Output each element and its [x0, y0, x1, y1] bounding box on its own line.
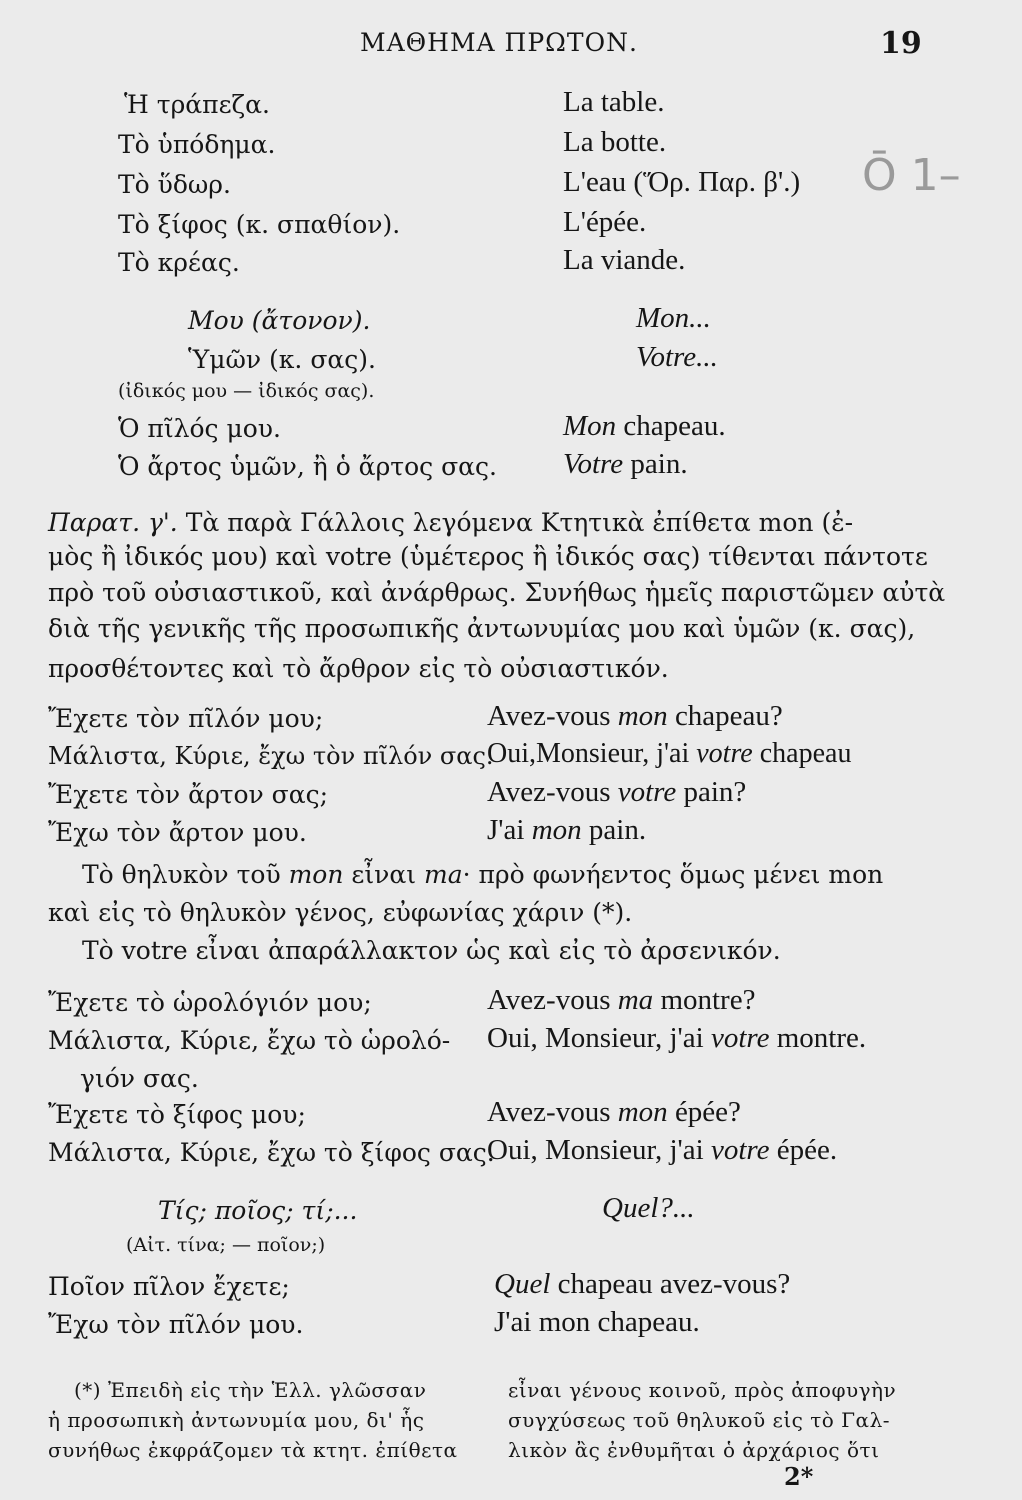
pronoun-mou: Μου (ἄτονον).: [188, 306, 371, 335]
dialog-greek: Μάλιστα, Κύριε, ἔχω τὸν πῖλόν σας.: [48, 742, 494, 770]
remark-line: διὰ τῆς γενικῆς τῆς προσωπικῆς ἀντωνυμίας μου καὶ ὑμῶν (κ. σας),: [48, 614, 916, 643]
remark-line: Παρατ. γ'. Τὰ παρὰ Γάλλοις λεγόμενα Κτητικὰ ἐπίθετα mon (ἐ-: [48, 508, 854, 537]
page-number: 19: [880, 26, 922, 61]
vocab-greek: Ἡ τράπεζα.: [124, 90, 270, 119]
footnote-line: συγχύσεως τοῦ θηλυκοῦ εἰς τὸ Γαλ-: [508, 1408, 890, 1432]
dialog-french: Oui, Monsieur, j'ai votre montre.: [487, 1022, 867, 1054]
dialog-greek: Μάλιστα, Κύριε, ἔχω τὸ ὡρολό-: [48, 1026, 451, 1055]
vocab-french: La botte.: [563, 126, 667, 158]
dialog-french: Oui, Monsieur, j'ai votre épée.: [487, 1134, 838, 1166]
dialog-greek: Ἔχετε τὸ ξίφος μου;: [48, 1100, 306, 1129]
example-greek: Ὁ ἄρτος ὑμῶν, ἢ ὁ ἄρτος σας.: [118, 452, 497, 481]
vocab-greek: Τὸ ὑπόδημα.: [118, 130, 276, 159]
interrogative-note: (Αἰτ. τίνα; — ποῖον;): [126, 1234, 326, 1256]
page-title: ΜΑΘΗΜΑ ΠΡΩΤΟΝ.: [360, 28, 638, 57]
dialog-french: J'ai mon chapeau.: [494, 1306, 700, 1338]
feminine-line: Τὸ votre εἶναι ἀπαράλλακτον ὡς καὶ εἰς τὸ ἀρσενικόν.: [82, 936, 781, 965]
vocab-greek: Τὸ κρέας.: [118, 248, 240, 277]
interrogative-greek: Τίς; ποῖος; τί;...: [158, 1196, 358, 1225]
vocab-greek: Τὸ ξίφος (κ. σπαθίον).: [118, 210, 401, 239]
dialog-greek: Μάλιστα, Κύριε, ἔχω τὸ ξίφος σας.: [48, 1138, 495, 1167]
remark-line: προσθέτοντες καὶ τὸ ἄρθρον εἰς τὸ οὐσιαστικόν.: [48, 654, 669, 683]
dialog-greek: Ἔχετε τὸν πῖλόν μου;: [48, 704, 324, 733]
pronoun-note: (ἰδικός μου — ἰδικός σας).: [118, 380, 375, 402]
footnote-line: συνήθως ἐκφράζομεν τὰ κτητ. ἐπίθετα: [48, 1438, 458, 1462]
footnote-line: (*) Ἐπειδὴ εἰς τὴν Ἑλλ. γλῶσσαν: [74, 1378, 427, 1402]
vocab-french: La table.: [563, 86, 665, 118]
dialog-greek: γιόν σας.: [80, 1064, 199, 1093]
footnote-line: εἶναι γένους κοινοῦ, πρὸς ἀποφυγὴν: [508, 1378, 897, 1402]
dialog-greek: Ἔχω τὸν ἄρτον μου.: [48, 818, 307, 847]
dialog-greek: Ἔχω τὸν πῖλόν μου.: [48, 1310, 304, 1339]
footnote-line: λικὸν ἂς ἐνθυμῆται ὁ ἀρχάριος ὅτι: [508, 1438, 880, 1462]
feminine-line: καὶ εἰς τὸ θηλυκὸν γένος, εὐφωνίας χάριν (*).: [48, 898, 633, 927]
dialog-french: Avez-vous mon chapeau?: [487, 700, 783, 732]
vocab-french: La viande.: [563, 244, 686, 276]
example-greek: Ὁ πῖλός μου.: [118, 414, 281, 443]
example-french: Votre pain.: [563, 448, 688, 480]
pronoun-mon: Mon...: [636, 302, 711, 334]
remark-line: μὸς ἢ ἰδικός μου) καὶ votre (ὑμέτερος ἢ ἰδικός σας) τίθενται πάντοτε: [48, 542, 928, 571]
dialog-french: Oui,Monsieur, j'ai votre chapeau: [487, 738, 852, 769]
dialog-french: Avez-vous votre pain?: [487, 776, 747, 808]
vocab-greek: Τὸ ὕδωρ.: [118, 170, 231, 199]
signature-mark: 2*: [784, 1462, 814, 1491]
pronoun-votre: Votre...: [636, 341, 718, 373]
vocab-french: L'épée.: [563, 206, 647, 238]
dialog-french: Quel chapeau avez-vous?: [494, 1268, 791, 1300]
interrogative-french: Quel?...: [602, 1192, 695, 1224]
dialog-french: Avez-vous mon épée?: [487, 1096, 741, 1128]
pronoun-ymon: Ὑμῶν (κ. σας).: [188, 345, 376, 374]
example-french: Mon chapeau.: [563, 410, 726, 442]
dialog-greek: Ποῖον πῖλον ἔχετε;: [48, 1272, 290, 1301]
footnote-line: ἡ προσωπικὴ ἀντωνυμία μου, δι' ἧς: [48, 1408, 425, 1432]
margin-pencil-mark: Ō 1–: [862, 150, 961, 201]
feminine-line: Τὸ θηλυκὸν τοῦ mon εἶναι ma· πρὸ φωνήεντος ὅμως μένει mon: [82, 860, 884, 889]
dialog-greek: Ἔχετε τὸ ὡρολόγιόν μου;: [48, 988, 372, 1017]
dialog-french: Avez-vous ma montre?: [487, 984, 756, 1016]
vocab-french: L'eau (Ὅρ. Παρ. β'.): [563, 166, 801, 198]
remark-line: πρὸ τοῦ οὐσιαστικοῦ, καὶ ἀνάρθρως. Συνήθως ἡμεῖς παριστῶμεν αὐτὰ: [48, 578, 946, 607]
dialog-greek: Ἔχετε τὸν ἄρτον σας;: [48, 780, 329, 809]
dialog-french: J'ai mon pain.: [487, 814, 647, 846]
